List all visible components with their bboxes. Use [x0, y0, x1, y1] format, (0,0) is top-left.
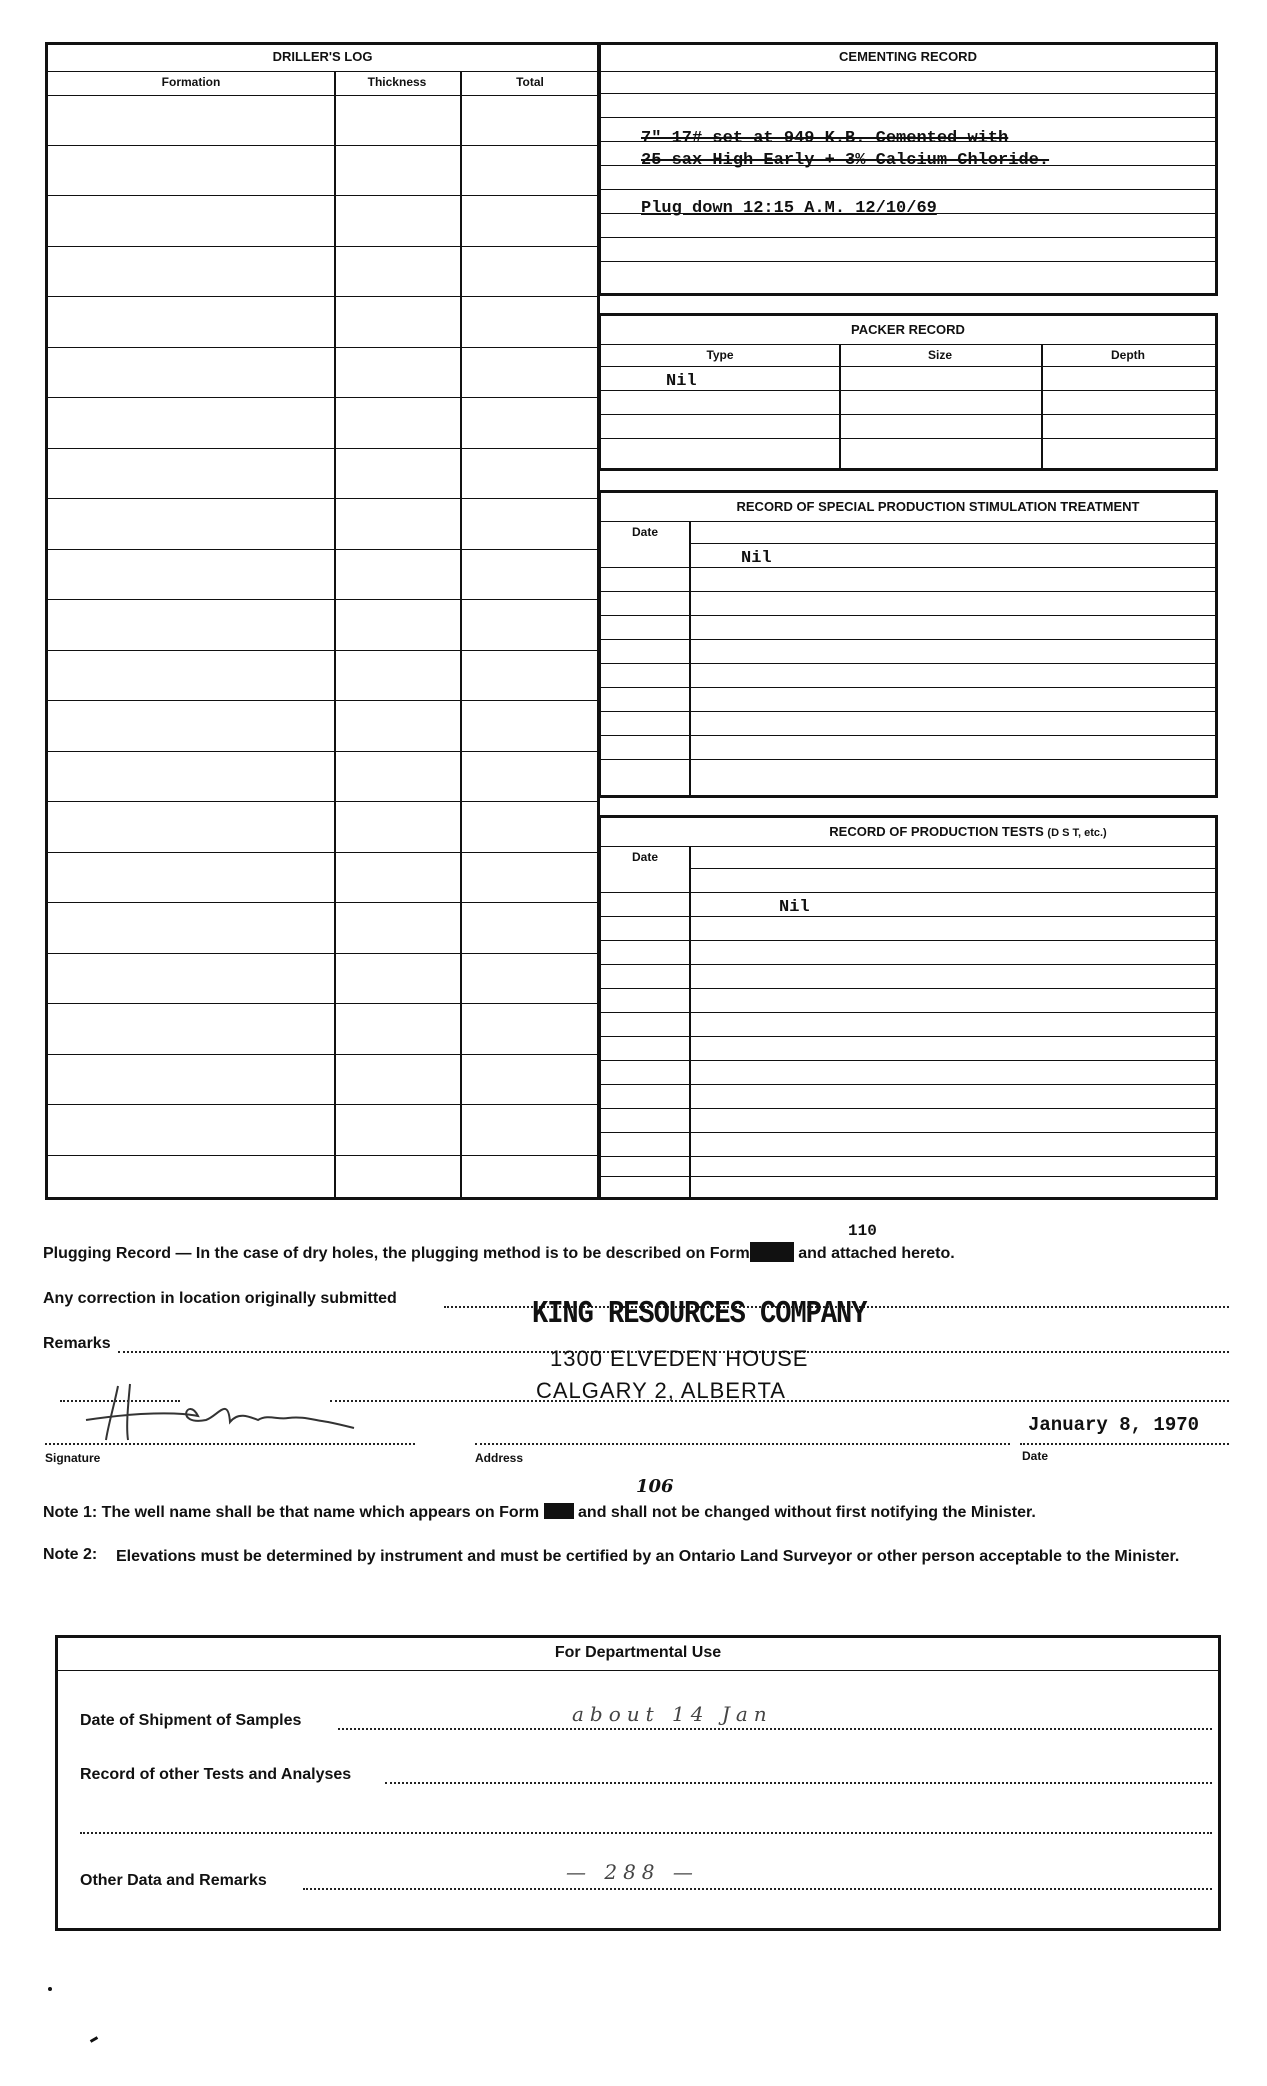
plugging-form-number: 110 [848, 1222, 877, 1240]
departmental-title: For Departmental Use [554, 1644, 722, 1661]
departmental-use-box [55, 1635, 1221, 1931]
remarks-label: Remarks [43, 1335, 111, 1352]
date-label: Date [1022, 1449, 1049, 1463]
shipment-label: Date of Shipment of Samples [80, 1712, 302, 1729]
address-label: Address [475, 1451, 524, 1465]
cementing-record-table [598, 42, 1218, 296]
drillers-log-title: DRILLER'S LOG [272, 49, 373, 64]
note2-label: Note 2: [43, 1546, 98, 1563]
stimulation-date-label: Date [631, 525, 658, 539]
production-tests-table [598, 815, 1218, 1200]
redaction-mark [750, 1242, 794, 1262]
shipment-dots [338, 1728, 1212, 1730]
signature-label: Signature [45, 1451, 101, 1465]
date-value: January 8, 1970 [1028, 1414, 1200, 1436]
production-tests-entry: Nil [779, 898, 810, 917]
blank-dots [80, 1832, 1212, 1834]
note2-text: Elevations must be determined by instrument and must be certified by an Ontario Land Surveyor or other person acceptable to the Minister. [116, 1548, 1180, 1565]
stimulation-entry: Nil [741, 549, 772, 568]
note1-redaction [544, 1503, 574, 1519]
drillers-log-table [45, 42, 600, 1200]
production-tests-title [721, 824, 1215, 839]
other-value: — 288 — [566, 1860, 699, 1884]
note1-text-before: Note 1: The well name shall be that name which appears on Form [43, 1504, 540, 1521]
cementing-line-3: Plug down 12:15 A.M. 12/10/69 [641, 199, 937, 218]
packer-col-depth: Depth [1111, 348, 1145, 362]
company-stamp-address2: CALGARY 2, ALBERTA [536, 1378, 786, 1403]
shipment-value: about 14 Jan [572, 1702, 773, 1726]
packer-col-size: Size [927, 348, 952, 362]
tests-dots [385, 1782, 1212, 1784]
col-thickness: Thickness [367, 75, 427, 89]
plugging-record-line [43, 1242, 955, 1263]
note1-line [43, 1503, 1036, 1522]
cementing-record-title: CEMENTING RECORD [839, 49, 977, 64]
production-tests-date-label: Date [631, 850, 658, 864]
packer-record-table [598, 313, 1218, 471]
packer-type-value: Nil [666, 372, 697, 391]
plugging-text-after: and attached hereto. [798, 1245, 955, 1262]
tests-label: Record of other Tests and Analyses [80, 1766, 352, 1783]
col-total: Total [516, 75, 544, 89]
company-stamp-address1: 1300 ELVEDEN HOUSE [550, 1346, 809, 1371]
plugging-text-before: Plugging Record — In the case of dry holes, the plugging method is to be described on Form [43, 1245, 750, 1262]
stray-mark-1 [48, 1987, 52, 1991]
correction-label: Any correction in location originally submitted [43, 1290, 397, 1307]
other-label: Other Data and Remarks [80, 1872, 267, 1889]
company-stamp-name: KING RESOURCES COMPANY [532, 1297, 867, 1333]
cementing-line-2: 25 sax High Early + 3% Calcium Chloride. [641, 151, 1050, 170]
packer-col-type: Type [706, 348, 734, 362]
stray-mark-2 [90, 2036, 98, 2043]
col-formation: Formation [161, 75, 221, 89]
note1-form-number: 106 [636, 1476, 674, 1497]
production-tests-title-text: RECORD OF PRODUCTION TESTS [829, 824, 1044, 839]
packer-record-title: PACKER RECORD [851, 322, 965, 337]
address-dots [475, 1443, 1010, 1445]
note1-text-after: and shall not be changed without first notifying the Minister. [578, 1504, 1036, 1521]
other-dots [303, 1888, 1212, 1890]
production-tests-title-suffix: (D S T, etc.) [1047, 827, 1107, 839]
stimulation-treatment-table [598, 490, 1218, 798]
date-dots [1020, 1443, 1229, 1445]
signature-dots-upper-2 [330, 1400, 1229, 1402]
stimulation-title: RECORD OF SPECIAL PRODUCTION STIMULATION TREATMENT [736, 499, 1140, 514]
cementing-line-1: 7" 17# set at 949 K.B. Cemented with [641, 129, 1009, 148]
